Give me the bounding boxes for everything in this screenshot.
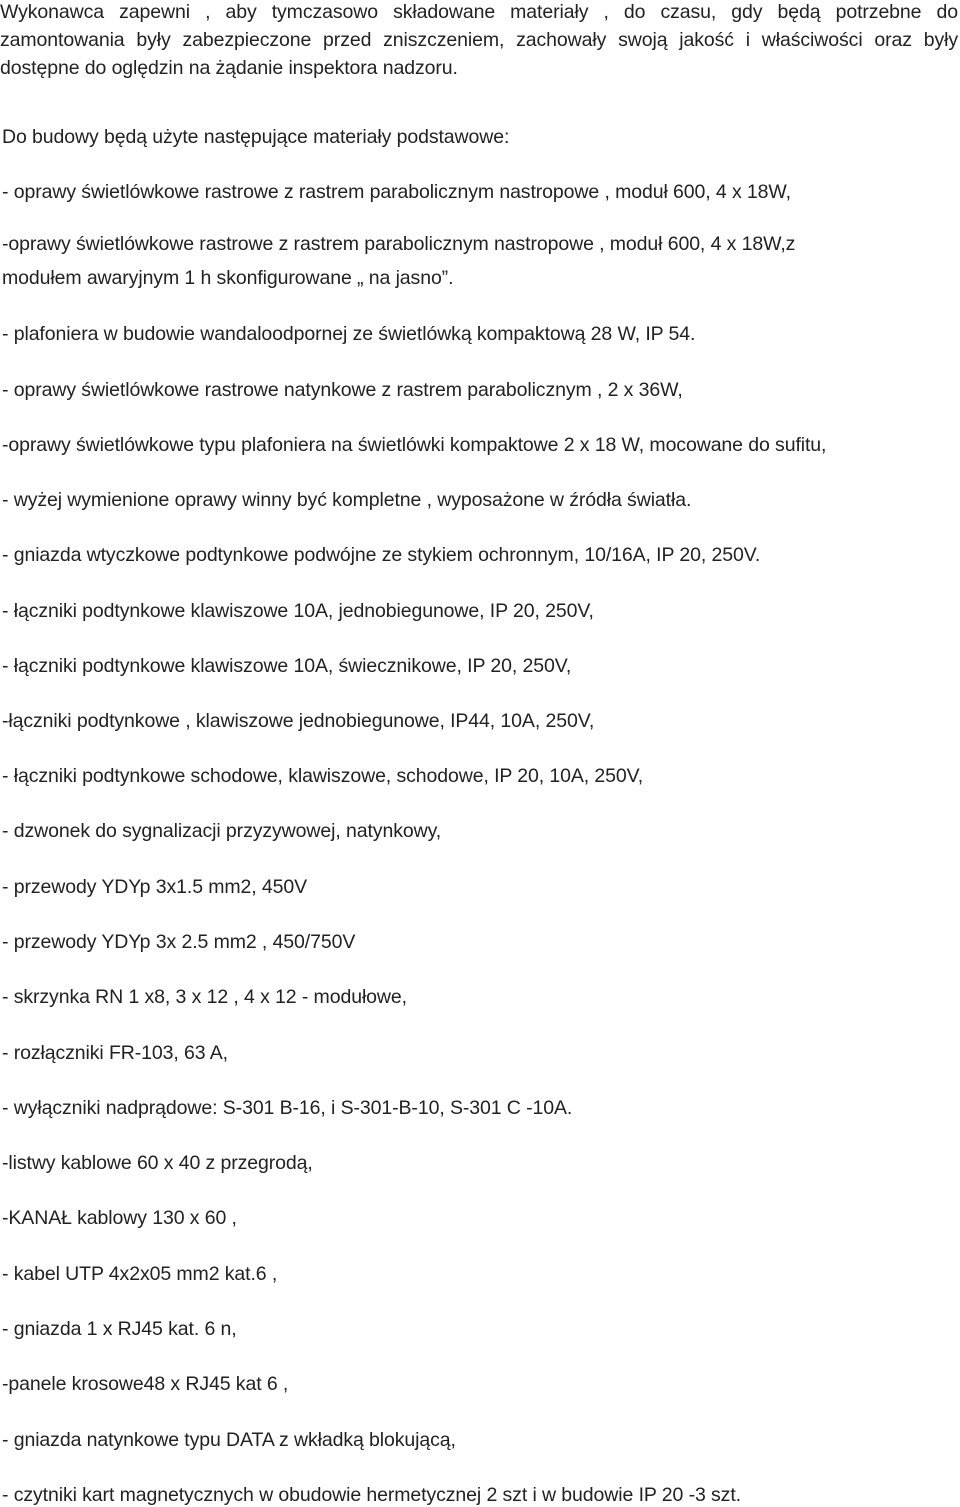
list-item: modułem awaryjnym 1 h skonfigurowane „ na jasno”.	[2, 267, 454, 289]
list-item: - rozłączniki FR-103, 63 A,	[2, 1042, 228, 1064]
list-item: -KANAŁ kablowy 130 x 60 ,	[2, 1207, 237, 1229]
list-item: - przewody YDYp 3x 2.5 mm2 , 450/750V	[2, 931, 356, 953]
list-item: - przewody YDYp 3x1.5 mm2, 450V	[2, 876, 308, 898]
list-item: -listwy kablowe 60 x 40 z przegrodą,	[2, 1152, 313, 1174]
list-item: -oprawy świetlówkowe typu plafoniera na świetlówki kompaktowe 2 x 18 W, mocowane do sufitu,	[2, 434, 827, 456]
list-item: -panele krosowe48 x RJ45 kat 6 ,	[2, 1373, 289, 1395]
list-item: -oprawy świetlówkowe rastrowe z rastrem parabolicznym nastropowe , moduł 600, 4 x 18W,z	[2, 233, 796, 255]
list-item: - wyżej wymienione oprawy winny być kompletne , wyposażone w źródła światła.	[2, 489, 692, 511]
list-item: - oprawy świetlówkowe rastrowe natynkowe z rastrem parabolicznym , 2 x 36W,	[2, 379, 683, 401]
list-item: - gniazda natynkowe typu DATA z wkładką blokującą,	[2, 1429, 456, 1451]
list-item: - łączniki podtynkowe klawiszowe 10A, jednobiegunowe, IP 20, 250V,	[2, 600, 594, 622]
list-item: - plafoniera w budowie wandaloodpornej ze świetlówką kompaktową 28 W, IP 54.	[2, 323, 696, 345]
list-item: - gniazda wtyczkowe podtynkowe podwójne ze stykiem ochronnym, 10/16A, IP 20, 250V.	[2, 544, 761, 566]
list-item: - dzwonek do sygnalizacji przyzywowej, natynkowy,	[2, 820, 442, 842]
list-item: -łączniki podtynkowe , klawiszowe jednobiegunowe, IP44, 10A, 250V,	[2, 710, 595, 732]
list-item: - skrzynka RN 1 x8, 3 x 12 , 4 x 12 - modułowe,	[2, 986, 407, 1008]
list-item: - gniazda 1 x RJ45 kat. 6 n,	[2, 1318, 237, 1340]
list-item: - czytniki kart magnetycznych w obudowie hermetycznej 2 szt i w budowie IP 20 -3 szt.	[2, 1484, 741, 1506]
list-item: - łączniki podtynkowe schodowe, klawiszowe, schodowe, IP 20, 10A, 250V,	[2, 765, 644, 787]
list-item: - wyłączniki nadprądowe: S-301 B-16, i S-301-B-10, S-301 C -10A.	[2, 1097, 573, 1119]
materials-heading: Do budowy będą użyte następujące materiały podstawowe:	[2, 126, 510, 148]
list-item: - kabel UTP 4x2x05 mm2 kat.6 ,	[2, 1263, 278, 1285]
list-item: - łączniki podtynkowe klawiszowe 10A, świecznikowe, IP 20, 250V,	[2, 655, 572, 677]
list-item: - oprawy świetlówkowe rastrowe z rastrem parabolicznym nastropowe , moduł 600, 4 x 18W,	[2, 181, 791, 203]
intro-paragraph: Wykonawca zapewni , aby tymczasowo składowane materiały , do czasu, gdy będą potrzebne do zamontowania były zabezpieczone przed zniszczeniem, zachowały swoją jakość i właściwości oraz były dostępne do oględzin na żądanie inspektora nadzoru.	[0, 1, 958, 79]
